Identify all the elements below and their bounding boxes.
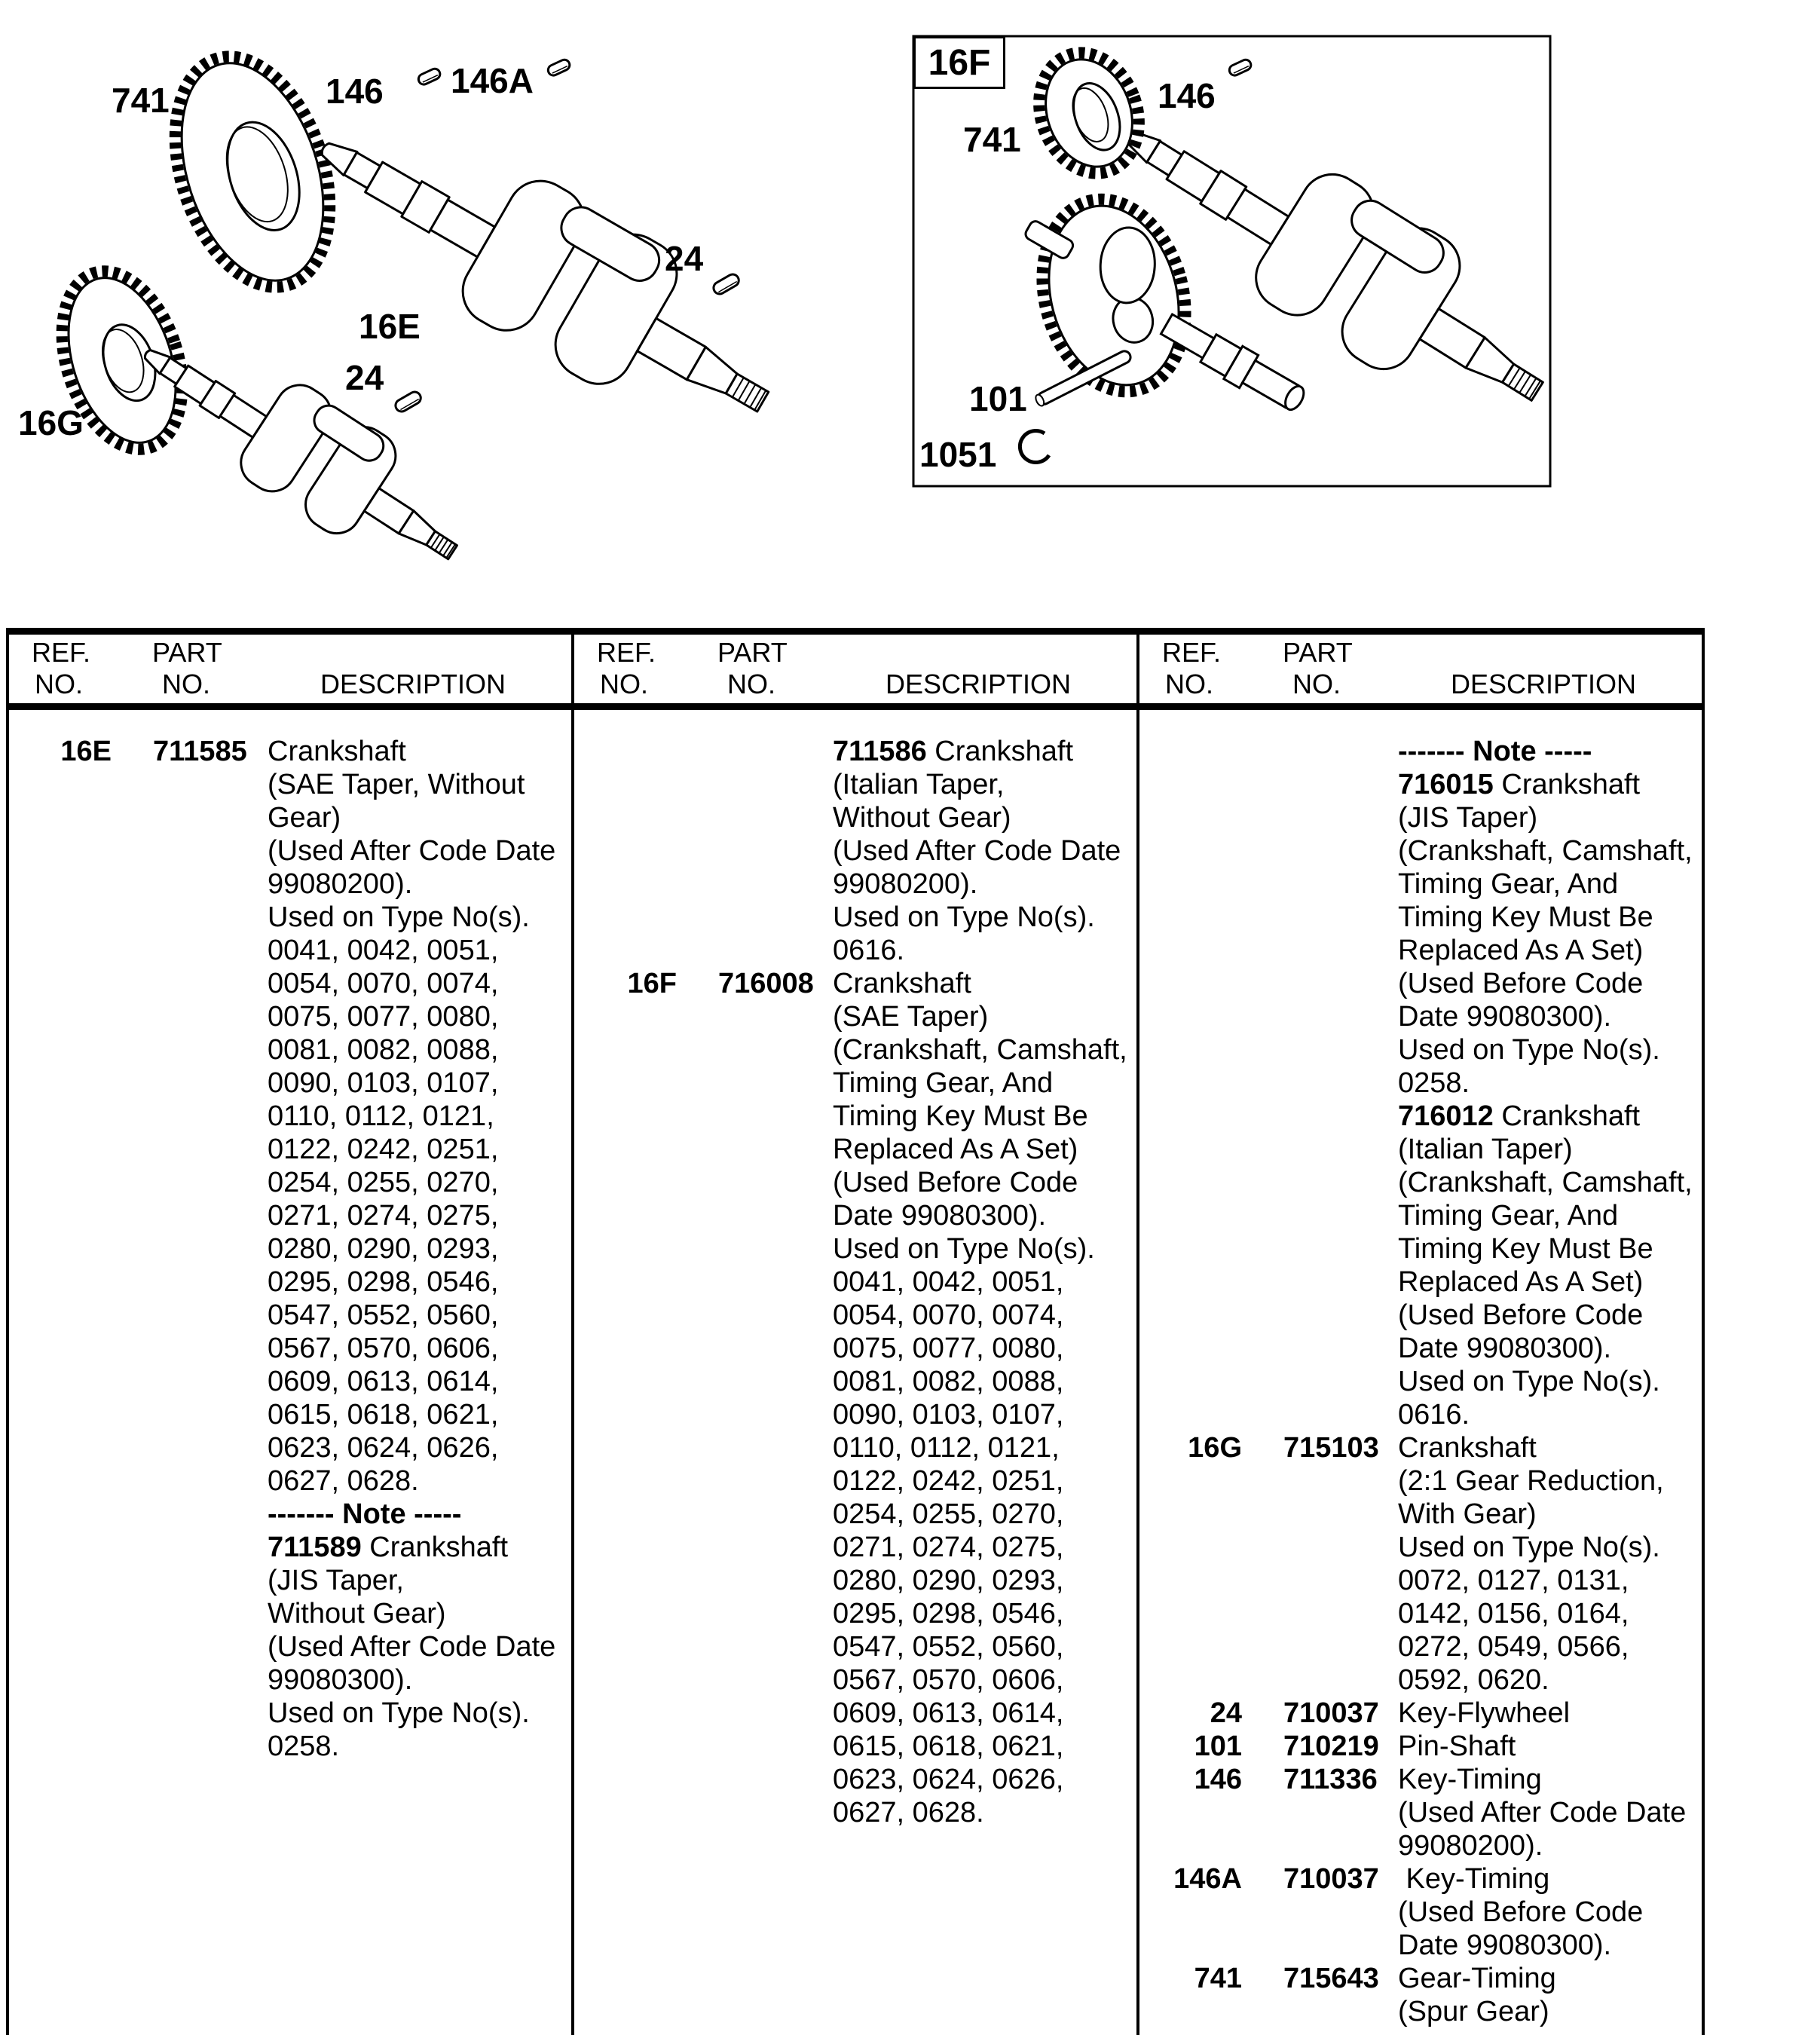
ref-no-cell: 146 — [1194, 1764, 1242, 1795]
table-row — [573, 735, 1138, 768]
description-cell: 0280, 0290, 0293, — [833, 1565, 1064, 1596]
header-description: DESCRIPTION — [320, 669, 506, 699]
table-row — [573, 1730, 1138, 1763]
part-no-cell: 715643 — [1283, 1963, 1379, 1994]
part-no-cell: 711336 — [1283, 1764, 1378, 1795]
description-cell: Date 99080300). — [1398, 1001, 1612, 1033]
table-row — [573, 1033, 1138, 1066]
table-row — [1138, 1896, 1703, 1929]
description-cell: Date 99080300). — [1398, 1929, 1612, 1961]
part-ref-label: 24 — [665, 239, 704, 278]
description-cell: 0041, 0042, 0051, — [833, 1266, 1064, 1298]
table-row — [1138, 1630, 1703, 1663]
table-row — [573, 1697, 1138, 1730]
table-row — [573, 1796, 1138, 1829]
table-row — [8, 1697, 573, 1730]
description-cell: 99080200). — [1398, 1830, 1543, 1862]
table-row — [8, 1398, 573, 1431]
description-cell: ------- Note ----- — [1398, 736, 1592, 767]
table-row — [573, 1531, 1138, 1564]
description-cell: (Spur Gear) — [1398, 1996, 1549, 2027]
table-row — [8, 1000, 573, 1033]
description-cell: Crankshaft — [833, 968, 971, 999]
table-row — [8, 1066, 573, 1100]
table-row — [1138, 1066, 1703, 1100]
table-row — [573, 1100, 1138, 1133]
table-row — [8, 735, 573, 768]
table-row — [573, 1630, 1138, 1663]
description-cell: Timing Key Must Be — [1398, 901, 1653, 933]
table-row — [573, 1564, 1138, 1597]
part-ref-label: 146A — [451, 61, 534, 100]
table-row — [1138, 1033, 1703, 1066]
description-cell: 0258. — [1398, 1067, 1470, 1099]
table-row — [8, 801, 573, 834]
table-row — [1138, 1133, 1703, 1166]
table-row — [573, 1597, 1138, 1630]
description-cell: 0072, 0127, 0131, — [1398, 1565, 1629, 1596]
table-row — [573, 868, 1138, 901]
description-cell: (Italian Taper) — [1398, 1134, 1573, 1165]
description-cell: 0090, 0103, 0107, — [833, 1399, 1064, 1431]
table-row — [8, 1232, 573, 1265]
crankshaft-drawing — [288, 72, 805, 463]
table-row — [573, 801, 1138, 834]
part-ref-label: 146 — [1158, 76, 1216, 115]
table-row — [1138, 1464, 1703, 1498]
table-row — [1138, 1000, 1703, 1033]
table-row — [1138, 1232, 1703, 1265]
description-cell: Replaced As A Set) — [1398, 1266, 1644, 1298]
table-row — [573, 1332, 1138, 1365]
description-cell: (2:1 Gear Reduction, — [1398, 1465, 1664, 1497]
description-cell: 99080200). — [268, 868, 413, 900]
table-row — [573, 1265, 1138, 1299]
description-cell: 99080300). — [268, 1664, 413, 1696]
description-cell: 0616. — [833, 935, 905, 966]
part-no-cell: 710037 — [1283, 1863, 1379, 1895]
table-row — [1138, 1663, 1703, 1697]
diagram-panel-16f-label — [913, 36, 1005, 89]
table-row — [573, 1498, 1138, 1531]
header-ref: REF. — [32, 637, 91, 668]
description-cell: 0567, 0570, 0606, — [268, 1333, 499, 1364]
table-row — [8, 1133, 573, 1166]
header-part-no: NO. — [1292, 669, 1341, 699]
description-cell: 0280, 0290, 0293, — [268, 1233, 499, 1265]
description-cell: Date 99080300). — [1398, 1333, 1612, 1364]
description-cell: 0254, 0255, 0270, — [833, 1498, 1064, 1530]
description-cell: Crankshaft — [1398, 1432, 1537, 1464]
description-cell: (Crankshaft, Camshaft, — [1398, 1167, 1693, 1198]
table-row — [1138, 1166, 1703, 1199]
description-cell: Replaced As A Set) — [1398, 935, 1644, 966]
description-cell: With Gear) — [1398, 1498, 1537, 1530]
table-row — [8, 868, 573, 901]
ref-no-cell: 16F — [627, 968, 677, 999]
description-cell: Used on Type No(s). — [833, 1233, 1095, 1265]
description-cell: 0271, 0274, 0275, — [268, 1200, 499, 1232]
gear-drawing — [1023, 38, 1155, 188]
table-row — [8, 1365, 573, 1398]
table-row — [8, 1531, 573, 1564]
table-row — [8, 1730, 573, 1763]
ref-no-cell: 16E — [60, 736, 112, 767]
description-cell: 0122, 0242, 0251, — [833, 1465, 1064, 1497]
description-cell: (JIS Taper, — [268, 1565, 404, 1596]
key-drawing — [711, 272, 741, 296]
description-cell: 0110, 0112, 0121, — [833, 1432, 1060, 1464]
description-cell: (SAE Taper, Without — [268, 769, 525, 800]
part-ref-label: 741 — [112, 81, 170, 120]
description-cell: Timing Key Must Be — [833, 1100, 1088, 1132]
table-row — [573, 1431, 1138, 1464]
table-row — [1138, 1365, 1703, 1398]
description-cell: (JIS Taper) — [1398, 802, 1538, 834]
table-row — [1138, 1862, 1703, 1896]
table-row — [1138, 1265, 1703, 1299]
description-cell: 0295, 0298, 0546, — [268, 1266, 499, 1298]
table-row — [8, 1663, 573, 1697]
header-part-no: NO. — [162, 669, 211, 699]
description-cell: Date 99080300). — [833, 1200, 1047, 1232]
part-no-cell: 716008 — [718, 968, 814, 999]
part-ref-label: 101 — [969, 379, 1027, 418]
retaining-ring-drawing — [1020, 431, 1049, 463]
description-cell: ------- Note ----- — [268, 1498, 462, 1530]
part-ref-label: 24 — [345, 358, 384, 397]
description-cell: 716015 Crankshaft — [1398, 769, 1641, 800]
header-part: PART — [717, 637, 788, 668]
table-row — [573, 1166, 1138, 1199]
description-cell: Key-Timing — [1398, 1764, 1542, 1795]
description-cell: 0075, 0077, 0080, — [268, 1001, 499, 1033]
description-cell: (Used After Code Date — [268, 1631, 556, 1663]
description-cell: Pin-Shaft — [1398, 1731, 1516, 1762]
part-ref-label: 1051 — [919, 435, 997, 474]
description-cell: Used on Type No(s). — [268, 1697, 530, 1729]
header-description: DESCRIPTION — [886, 669, 1072, 699]
table-row — [1138, 1398, 1703, 1431]
description-cell: 0615, 0618, 0621, — [268, 1399, 499, 1431]
header-ref: REF. — [597, 637, 656, 668]
description-cell: (Used After Code Date — [1398, 1797, 1687, 1828]
description-cell: Crankshaft — [268, 736, 406, 767]
table-row — [1138, 1597, 1703, 1630]
description-cell: Used on Type No(s). — [1398, 1532, 1660, 1563]
part-ref-label: 146 — [326, 72, 384, 111]
table-row — [8, 1299, 573, 1332]
description-cell: Timing Gear, And — [833, 1067, 1054, 1099]
ref-no-cell: 146A — [1173, 1863, 1242, 1895]
description-cell: Timing Gear, And — [1398, 1200, 1619, 1232]
table-row — [573, 834, 1138, 868]
description-cell: 0623, 0624, 0626, — [268, 1432, 499, 1464]
table-row — [1138, 1829, 1703, 1862]
description-cell: Key-Flywheel — [1398, 1697, 1571, 1729]
table-row — [8, 967, 573, 1000]
description-cell: Used on Type No(s). — [833, 901, 1095, 933]
table-row — [8, 901, 573, 934]
part-no-cell: 715103 — [1283, 1432, 1379, 1464]
panel-label-text: 16F — [928, 42, 991, 83]
header-part: PART — [152, 637, 222, 668]
key-drawing — [546, 58, 571, 77]
key-drawing — [417, 67, 442, 86]
description-cell: (SAE Taper) — [833, 1001, 989, 1033]
description-cell: (Used After Code Date — [833, 835, 1121, 867]
table-row — [1138, 834, 1703, 868]
description-cell: Timing Key Must Be — [1398, 1233, 1653, 1265]
table-row — [573, 967, 1138, 1000]
description-cell: 0547, 0552, 0560, — [833, 1631, 1064, 1663]
table-row — [8, 768, 573, 801]
table-row — [1138, 1730, 1703, 1763]
header-part-no: NO. — [727, 669, 776, 699]
table-row — [1138, 1498, 1703, 1531]
description-cell: (Used Before Code — [1398, 968, 1644, 999]
table-row — [573, 934, 1138, 967]
description-cell: 0090, 0103, 0107, — [268, 1067, 499, 1099]
description-cell: Gear) — [268, 802, 341, 834]
table-row — [573, 1199, 1138, 1232]
table-row — [8, 1265, 573, 1299]
table-row — [1138, 934, 1703, 967]
description-cell: 0547, 0552, 0560, — [268, 1299, 499, 1331]
table-row — [8, 1498, 573, 1531]
header-ref: REF. — [1162, 637, 1222, 668]
description-cell: 0110, 0112, 0121, — [268, 1100, 494, 1132]
description-cell: Gear-Timing — [1398, 1963, 1556, 1994]
description-cell: (Crankshaft, Camshaft, — [1398, 835, 1693, 867]
exploded-parts-diagram — [0, 0, 1820, 626]
table-row — [8, 934, 573, 967]
description-cell: 0616. — [1398, 1399, 1470, 1431]
table-row — [573, 1299, 1138, 1332]
description-cell: Without Gear) — [268, 1598, 446, 1630]
ref-no-cell: 16G — [1188, 1432, 1242, 1464]
header-part: PART — [1283, 637, 1353, 668]
table-row — [8, 1464, 573, 1498]
camshaft-drawing — [1158, 308, 1311, 418]
table-row — [573, 1133, 1138, 1166]
table-row — [573, 901, 1138, 934]
ref-no-cell: 741 — [1194, 1963, 1242, 1994]
table-row — [573, 1763, 1138, 1796]
description-cell: 0041, 0042, 0051, — [268, 935, 499, 966]
description-cell: 0615, 0618, 0621, — [833, 1731, 1064, 1762]
description-cell: Used on Type No(s). — [268, 901, 530, 933]
header-ref-no: NO. — [1165, 669, 1214, 699]
header-ref-no: NO. — [600, 669, 649, 699]
description-cell: Replaced As A Set) — [833, 1134, 1078, 1165]
table-row — [573, 1000, 1138, 1033]
gear-drawing — [1021, 183, 1206, 409]
table-row — [1138, 1100, 1703, 1133]
description-cell: 0627, 0628. — [268, 1465, 419, 1497]
description-cell: 0295, 0298, 0546, — [833, 1598, 1064, 1630]
part-ref-label: 16G — [18, 403, 84, 442]
table-row — [1138, 1995, 1703, 2028]
table-row — [8, 1166, 573, 1199]
part-no-cell: 711585 — [153, 736, 247, 767]
table-row — [573, 768, 1138, 801]
header-description: DESCRIPTION — [1451, 669, 1637, 699]
part-ref-label: 741 — [963, 120, 1021, 159]
table-row — [573, 1066, 1138, 1100]
table-row — [1138, 1697, 1703, 1730]
table-row — [8, 1199, 573, 1232]
description-cell: 0054, 0070, 0074, — [268, 968, 499, 999]
description-cell: 0609, 0613, 0614, — [833, 1697, 1064, 1729]
table-row — [8, 1597, 573, 1630]
description-cell: (Italian Taper, — [833, 769, 1005, 800]
description-cell: (Used After Code Date — [268, 835, 556, 867]
table-row — [573, 1464, 1138, 1498]
table-row — [1138, 1962, 1703, 1995]
part-no-cell: 710037 — [1283, 1697, 1379, 1729]
description-cell: 0081, 0082, 0088, — [268, 1034, 499, 1066]
description-cell: 0254, 0255, 0270, — [268, 1167, 499, 1198]
table-row — [8, 1630, 573, 1663]
description-cell: 711589 Crankshaft — [268, 1532, 509, 1563]
table-row — [8, 834, 573, 868]
table-row — [1138, 1332, 1703, 1365]
description-cell: 99080200). — [833, 868, 978, 900]
table-row — [8, 1431, 573, 1464]
description-cell: 0567, 0570, 0606, — [833, 1664, 1064, 1696]
description-cell: 0592, 0620. — [1398, 1664, 1549, 1696]
table-header-separator — [6, 703, 1705, 710]
table-row — [1138, 1299, 1703, 1332]
table-row — [8, 1100, 573, 1133]
description-cell: 0258. — [268, 1731, 340, 1762]
description-cell: 0081, 0082, 0088, — [833, 1366, 1064, 1397]
table-top-border — [6, 628, 1705, 635]
description-cell: 0075, 0077, 0080, — [833, 1333, 1064, 1364]
key-drawing — [1228, 58, 1253, 77]
description-cell: 0054, 0070, 0074, — [833, 1299, 1064, 1331]
ref-no-cell: 101 — [1194, 1731, 1242, 1762]
description-cell: 0142, 0156, 0164, — [1398, 1598, 1629, 1630]
description-cell: 0272, 0549, 0566, — [1398, 1631, 1629, 1663]
table-row — [1138, 1564, 1703, 1597]
description-cell: (Used Before Code — [1398, 1299, 1644, 1331]
table-row — [1138, 1929, 1703, 1962]
table-row — [1138, 901, 1703, 934]
ref-no-cell: 24 — [1210, 1697, 1242, 1729]
description-cell: 0609, 0613, 0614, — [268, 1366, 499, 1397]
description-cell: (Crankshaft, Camshaft, — [833, 1034, 1127, 1066]
table-row — [1138, 1431, 1703, 1464]
table-row — [573, 1232, 1138, 1265]
table-row — [8, 1033, 573, 1066]
description-cell: 0271, 0274, 0275, — [833, 1532, 1064, 1563]
table-row — [8, 1564, 573, 1597]
description-cell: (Used Before Code — [1398, 1896, 1644, 1928]
part-no-cell: 710219 — [1283, 1731, 1379, 1762]
table-row — [1138, 1199, 1703, 1232]
part-ref-label: 16E — [359, 307, 421, 346]
table-row — [1138, 1796, 1703, 1829]
table-row — [1138, 768, 1703, 801]
table-row — [1138, 1531, 1703, 1564]
description-cell: 0122, 0242, 0251, — [268, 1134, 499, 1165]
table-row — [573, 1663, 1138, 1697]
table-row — [8, 1332, 573, 1365]
description-cell: 711586 Crankshaft — [833, 736, 1074, 767]
table-row — [1138, 868, 1703, 901]
key-drawing — [393, 390, 423, 414]
description-cell: Key-Timing — [1398, 1863, 1550, 1895]
table-row — [573, 1398, 1138, 1431]
description-cell: 0623, 0624, 0626, — [833, 1764, 1064, 1795]
header-ref-no: NO. — [35, 669, 84, 699]
description-cell: (Used Before Code — [833, 1167, 1078, 1198]
description-cell: Used on Type No(s). — [1398, 1366, 1660, 1397]
table-row — [1138, 735, 1703, 768]
table-row — [1138, 1763, 1703, 1796]
description-cell: 0627, 0628. — [833, 1797, 984, 1828]
table-row — [1138, 967, 1703, 1000]
description-cell: 716012 Crankshaft — [1398, 1100, 1641, 1132]
table-row — [1138, 801, 1703, 834]
table-row — [573, 1365, 1138, 1398]
description-cell: Used on Type No(s). — [1398, 1034, 1660, 1066]
description-cell: Without Gear) — [833, 802, 1011, 834]
description-cell: Timing Gear, And — [1398, 868, 1619, 900]
